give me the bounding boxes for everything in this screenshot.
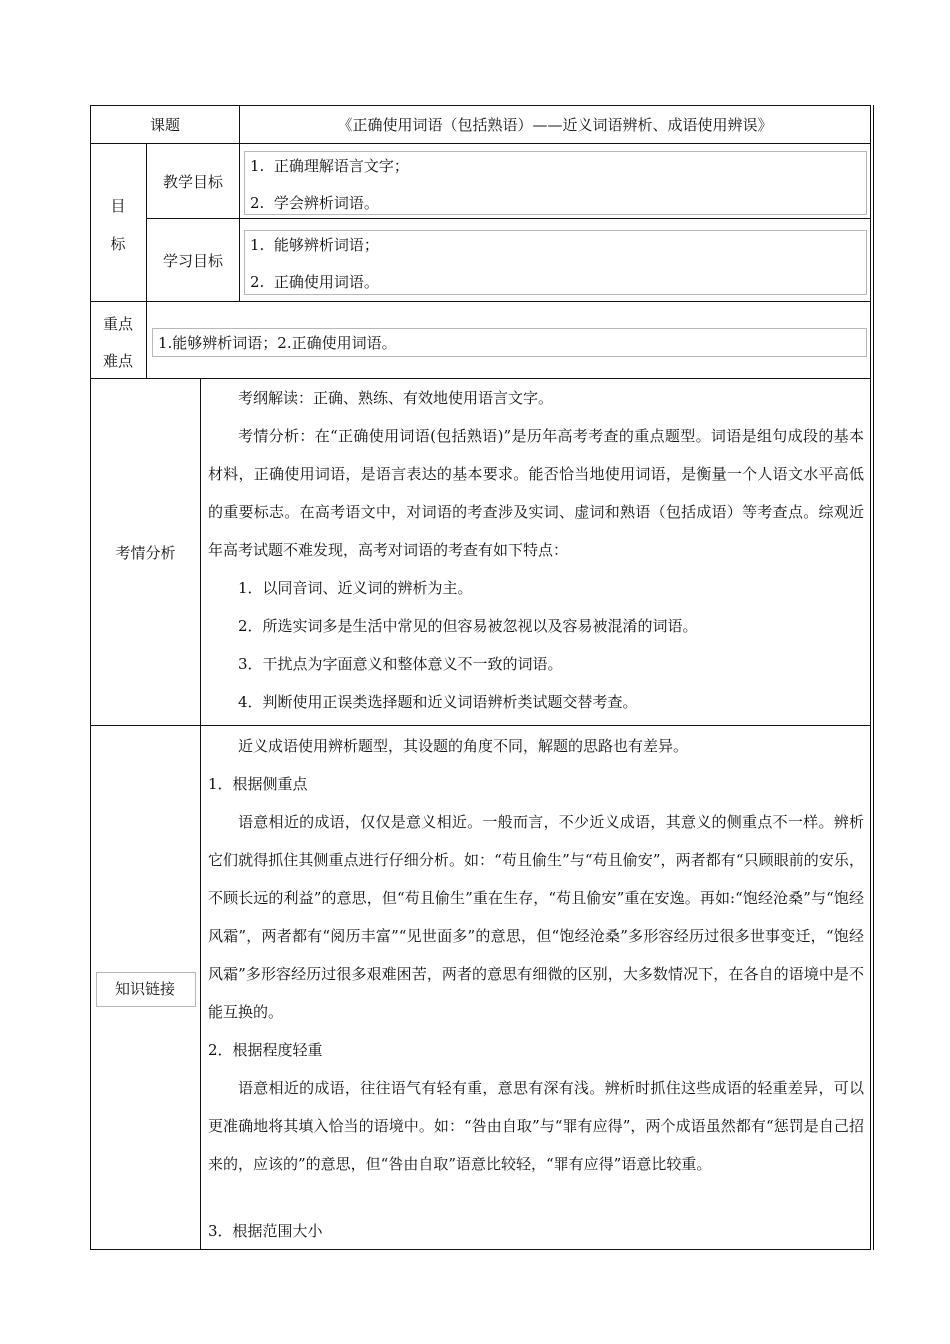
knowledge-paragraph-2: 语意相近的成语，往往语气有轻有重，意思有深有浅。辨析时抓住这些成语的轻重差异，可以更准确地将其填入恰当的语境中。如：“咎由自取”与“罪有应得”，两个成语虽然都有“惩罚是自己招来的，应该的”的意思，但“咎由自取”语意比较轻，“罪有应得”语意比较重。 [208,1079,864,1173]
goals-label-char-2: 标 [110,235,126,253]
row-divider-goals-inner [146,218,871,219]
teaching-goal-item-2: 2. 学会辨析词语。 [250,194,379,212]
learning-goal-item-2: 2. 正确使用词语。 [250,273,379,291]
knowledge-paragraph-1: 语意相近的成语，仅仅是意义相近。一般而言，不少近义成语，其意义的侧重点不一样。辨析它们就得抓住其侧重点进行仔细分析。如：“苟且偷生”与“苟且偷安”，两者都有“只顾眼前的安乐，不顾长远的利益”的意思，但“苟且偷生”重在生存，“苟且偷安”重在安逸。再如:“饱经沧桑”与“饱经风霜”，两者都有“阅历丰富”“见世面多”的意思，但“饱经沧桑”多形容经历过很多世事变迁，“饱经风霜”多形容经历过很多艰难困苦，两者的意思有细微的区别，大多数情况下，在各自的语境中是不能互换的。 [208,813,864,1021]
teaching-goal-label: 教学目标 [162,172,223,191]
knowledge-intro: 近义成语使用辨析题型，其设题的角度不同，解题的思路也有差异。 [238,737,689,755]
knowledge-heading-2: 2．根据程度轻重 [208,1041,323,1059]
page-title: 《正确使用词语（包括熟语）——近义词语辨析、成语使用辨误》 [337,116,773,134]
table-border-bottom [90,1249,871,1250]
col-divider-goals-right [239,143,240,301]
row-divider-goals [90,301,871,302]
knowledge-heading-1: 1．根据侧重点 [208,775,308,793]
key-points-text: 1.能够辨析词语；2.正确使用词语。 [158,334,397,352]
analysis-syllabus: 考纲解读：正确、熟练、有效地使用语言文字。 [238,389,554,407]
header-label: 课题 [149,116,180,134]
col-divider-lower [200,378,201,1249]
analysis-point-3: 3．干扰点为字面意义和整体意义不一致的词语。 [238,655,563,673]
learning-goal-item-1: 1. 能够辨析词语； [250,236,379,254]
analysis-overview: 考情分析：在“正确使用词语(包括熟语)”是历年高考考查的重点题型。词语是组句成段的基本材料，正确使用词语，是语言表达的基本要求。能否恰当地使用词语，是衡量一个人语文水平高低的重要标志。在高考语文中，对词语的考查涉及实词、虚词和熟语（包括成语）等考查点。综观近年高考试题不难发现，高考对词语的考查有如下特点： [208,427,864,559]
analysis-point-1: 1．以同音词、近义词的辨析为主。 [238,579,473,597]
row-divider-analysis [90,725,871,726]
learning-goal-label: 学习目标 [162,251,223,270]
analysis-label: 考情分析 [115,543,176,562]
goals-label-char-1: 目 [110,197,126,215]
teaching-goal-item-1: 1. 正确理解语言文字； [250,157,409,175]
analysis-point-2: 2．所选实词多是生活中常见的但容易被忽视以及容易被混淆的词语。 [238,617,698,635]
key-points-label-line-1: 重点 [103,315,134,333]
table-border-right-outer [873,105,874,1250]
knowledge-heading-3: 3．根据范围大小 [208,1222,323,1240]
table-border-right [870,105,871,1250]
key-points-label-line-2: 难点 [103,352,134,370]
analysis-point-4: 4．判断使用正误类选择题和近义词语辨析类试题交替考查。 [238,693,638,711]
knowledge-label: 知识链接 [114,980,175,998]
